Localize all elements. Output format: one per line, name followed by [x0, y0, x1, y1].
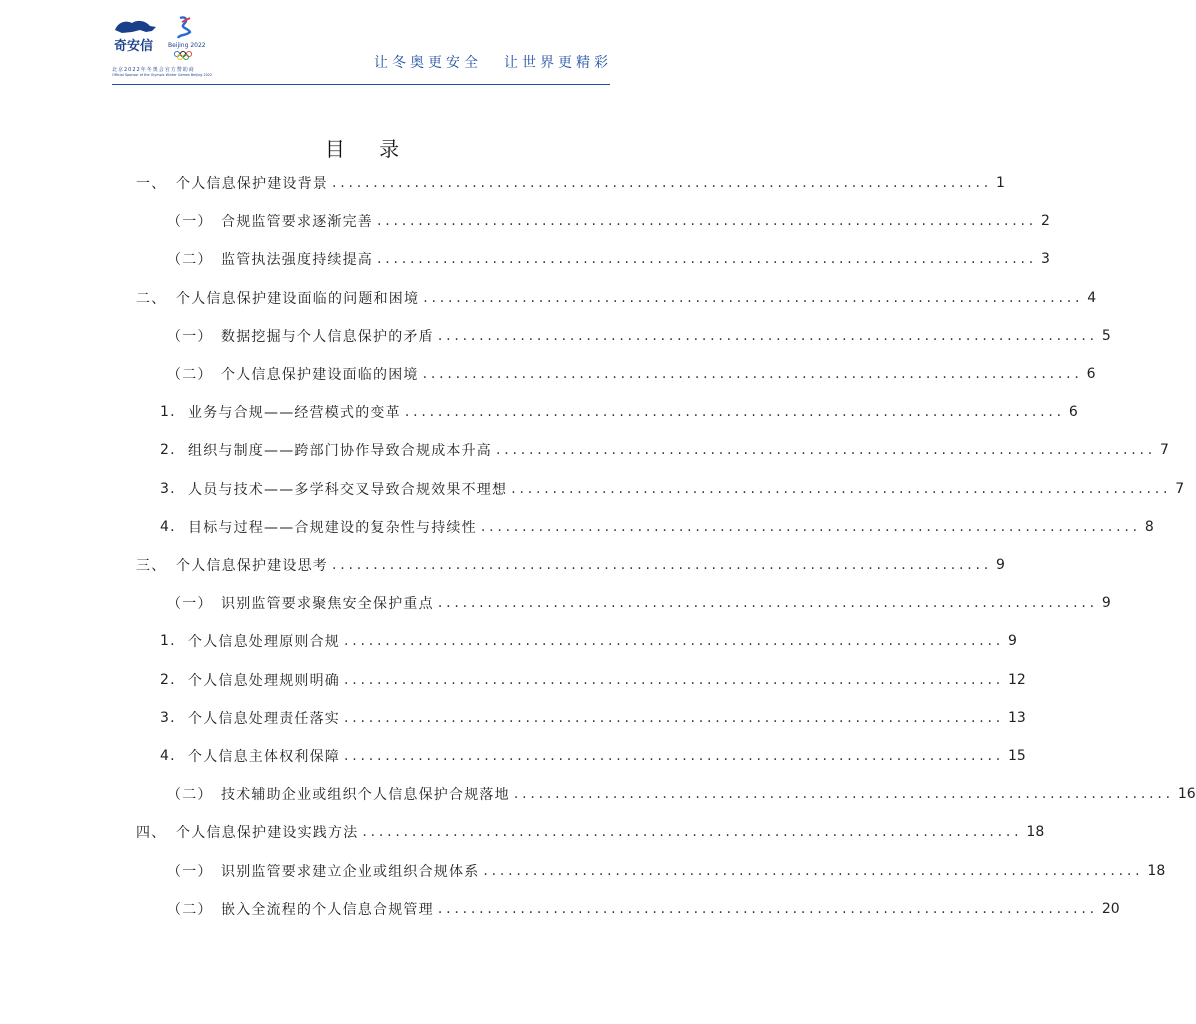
toc-entry-title: 个人信息保护建设思考 [176, 558, 328, 574]
toc-entry[interactable] [167, 591, 1111, 615]
toc-entry-title: 个人信息主体权利保障 [188, 749, 340, 765]
toc-entry[interactable] [136, 553, 1005, 577]
toc-entry-number: （一） [167, 214, 213, 231]
sponsor-caption-en: Official Sponsor of the Olympic Winter Games Beijing 2022 [112, 73, 213, 77]
toc-leader-dots: ................................................................................ [344, 633, 1005, 650]
toc-entry-number: 4. [160, 748, 176, 764]
toc-page-number: 3 [1041, 251, 1050, 268]
beijing-logo-text: Beijing 2022 [168, 42, 206, 49]
toc-entry-title: 个人信息保护建设面临的问题和困境 [176, 290, 420, 307]
toc-entry-title: 个人信息处理原则合规 [188, 634, 340, 651]
toc-page-number: 16 [1177, 786, 1196, 803]
toc-entry[interactable] [160, 744, 1026, 768]
toc-entry-number: 2. [160, 442, 176, 459]
toc-entry-number: （一） [167, 596, 213, 613]
toc-leader-dots: ................................................................................ [496, 442, 1157, 459]
toc-entry[interactable] [167, 247, 1050, 271]
toc-entry-number: 3. [160, 709, 176, 726]
toc-page-number: 20 [1101, 900, 1120, 917]
toc-entry[interactable] [160, 706, 1026, 730]
toc-leader-dots: ................................................................................ [404, 404, 1065, 421]
toc-entry-title: 个人信息处理责任落实 [188, 710, 340, 727]
toc-entry[interactable] [160, 400, 1078, 424]
toc-leader-dots: ................................................................................ [344, 671, 1005, 688]
slogan [352, 52, 612, 72]
toc-page-number: 12 [1008, 671, 1026, 688]
toc-entry-title: 个人信息保护建设背景 [176, 176, 328, 192]
toc-entry-title: 个人信息保护建设实践方法 [176, 825, 359, 842]
toc-entry-title: 个人信息保护建设面临的困境 [221, 367, 419, 383]
page-header [0, 0, 724, 90]
brand-name: 奇安信 [114, 39, 154, 54]
toc-leader-dots: ................................................................................ [480, 518, 1141, 535]
beijing-2022-emblem-icon [164, 14, 208, 62]
toc-entry-title: 业务与合规——经营模式的变革 [188, 405, 401, 422]
toc-entry[interactable] [136, 820, 1045, 844]
toc-leader-dots: ................................................................................ [344, 748, 1005, 764]
toc-entry-number: （二） [167, 367, 213, 383]
toc-entry-title: 数据挖掘与个人信息保护的矛盾 [221, 328, 434, 345]
toc-entry-title: 人员与技术——多学科交叉导致合规效果不理想 [188, 481, 508, 498]
toc-entry-number: 3. [160, 480, 176, 497]
toc-entry-number: 三、 [136, 558, 167, 574]
toc-entry-title: 合规监管要求逐渐完善 [221, 214, 373, 231]
slogan-part-1: 让冬奥更安全 [374, 55, 482, 71]
toc-entry[interactable] [167, 209, 1050, 233]
toc-leader-dots: ................................................................................ [437, 595, 1098, 612]
toc-entry[interactable] [160, 629, 1017, 653]
toc-entry-title: 嵌入全流程的个人信息合规管理 [221, 901, 434, 918]
toc-entry[interactable] [160, 477, 1185, 501]
toc-entry-title: 识别监管要求聚焦安全保护重点 [221, 596, 434, 613]
slogan-part-2: 让世界更精彩 [504, 55, 612, 71]
toc-entry[interactable] [167, 782, 1196, 806]
toc-page-number: 2 [1041, 213, 1050, 230]
toc-entry-title: 识别监管要求建立企业或组织合规体系 [221, 863, 480, 880]
toc-leader-dots: ................................................................................ [422, 366, 1083, 382]
toc-leader-dots: ................................................................................ [377, 251, 1038, 268]
toc-entry-title: 技术辅助企业或组织个人信息保护合规落地 [221, 787, 510, 804]
toc-page-number: 1 [996, 175, 1005, 191]
toc-entry[interactable] [160, 438, 1169, 462]
toc-leader-dots: ................................................................................ [332, 557, 993, 573]
toc-entry[interactable] [136, 286, 1097, 310]
toc-entry[interactable] [160, 515, 1154, 539]
toc-page-number: 8 [1144, 518, 1154, 535]
toc-entry-title: 个人信息处理规则明确 [188, 672, 340, 689]
toc-entry[interactable] [136, 171, 1005, 195]
toc-page-number: 9 [1008, 633, 1017, 650]
toc-leader-dots: ................................................................................ [344, 709, 1005, 726]
toc-leader-dots: ................................................................................ [437, 327, 1098, 344]
toc-leader-dots: ................................................................................ [423, 289, 1084, 306]
toc-page-number: 9 [996, 557, 1005, 573]
toc-leader-dots: ................................................................................ [362, 824, 1023, 841]
toc-page-number: 9 [1101, 595, 1111, 612]
toc-entry-title: 监管执法强度持续提高 [221, 252, 373, 269]
toc-entry-number: 1. [160, 404, 176, 421]
toc-leader-dots: ................................................................................ [332, 175, 993, 191]
toc-entry-number: （二） [167, 901, 213, 918]
toc-entry-title: 目标与过程——合规建设的复杂性与持续性 [188, 519, 477, 536]
toc-leader-dots: ................................................................................ [437, 900, 1098, 917]
toc-entry-number: （一） [167, 863, 213, 880]
toc-entry[interactable] [167, 897, 1120, 921]
toc-entry-number: （一） [167, 328, 213, 345]
toc-entry[interactable] [167, 324, 1111, 348]
toc-entry[interactable] [160, 668, 1026, 692]
toc-page-number: 5 [1101, 327, 1111, 344]
toc-leader-dots: ................................................................................ [377, 213, 1038, 230]
toc-page-number: 7 [1160, 442, 1169, 459]
toc-page-number: 13 [1008, 709, 1026, 726]
toc-entry-number: （二） [167, 252, 213, 269]
toc-page-number: 15 [1008, 748, 1026, 764]
toc-entry-number: 四、 [136, 825, 167, 842]
toc-entry[interactable] [167, 362, 1096, 386]
qianxin-logo [112, 16, 160, 56]
toc-entry-number: 一、 [136, 176, 167, 192]
toc-leader-dots: ................................................................................ [513, 786, 1174, 803]
toc-page-number: 18 [1026, 824, 1045, 841]
toc-page-number: 18 [1147, 862, 1166, 879]
toc-leader-dots: ................................................................................ [483, 862, 1144, 879]
toc-entry-number: 二、 [136, 290, 167, 307]
toc-title: 目 录 [324, 137, 414, 161]
toc-page-number: 6 [1086, 366, 1096, 382]
toc-entry-number: 2. [160, 671, 176, 688]
toc-page-number: 4 [1087, 289, 1097, 306]
header-divider [112, 84, 610, 85]
toc-entry-number: （二） [167, 787, 213, 804]
sponsor-caption: 北京2022年冬奥会官方赞助商 [112, 67, 195, 73]
toc-entry-title: 组织与制度——跨部门协作导致合规成本升高 [188, 443, 492, 460]
toc-leader-dots: ................................................................................ [511, 480, 1172, 497]
toc-page-number: 7 [1175, 480, 1185, 497]
toc-entry-number: 4. [160, 518, 176, 535]
toc-entry-number: 1. [160, 633, 176, 650]
toc-page-number: 6 [1068, 404, 1078, 421]
toc-entry[interactable] [167, 859, 1166, 883]
